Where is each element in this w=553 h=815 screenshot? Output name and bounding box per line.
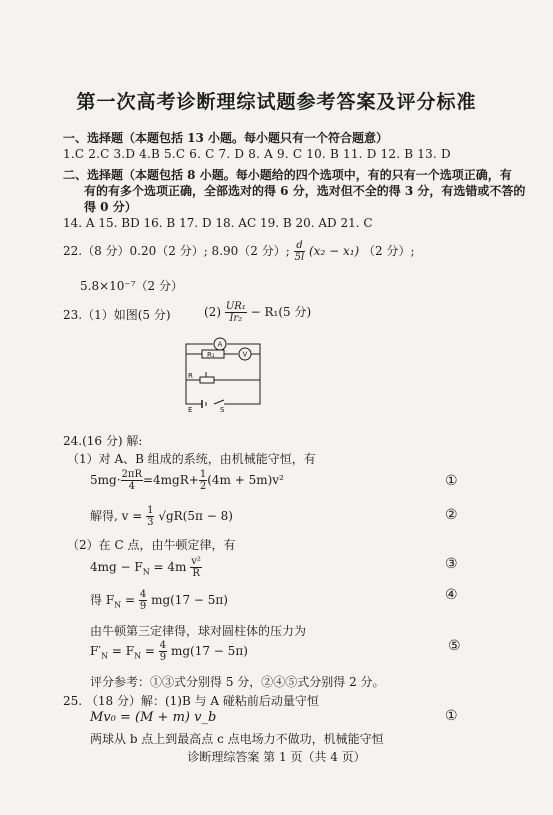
- q22-line2: 5.8×10⁻⁷（2 分）: [80, 279, 184, 293]
- q24-eq5-c: =: [141, 644, 155, 658]
- q24-eq1: [90, 469, 284, 492]
- section2-heading-line2: 有的有多个选项正确，全部选对的得 6 分，选对但不全的得 3 分，有选错或不答的: [84, 184, 526, 198]
- section2-heading-line1: 二、选择题（本题包括 8 小题。每小题给的四个选项中，有的只有一个选项正确，有: [63, 168, 512, 182]
- q22-score: （2 分）;: [363, 244, 415, 258]
- q24-eq1-frac1-num: 2πR: [121, 469, 142, 480]
- q24-eq3-mark: ③: [445, 556, 458, 572]
- q23-part2: [204, 301, 311, 324]
- q24-eq2-mark: ②: [445, 507, 458, 523]
- q22-line1: [63, 240, 415, 263]
- q24-eq4-c: mg(17 − 5π): [151, 593, 228, 607]
- q24-eq1-c: (4m + 5m)v²: [207, 473, 284, 487]
- q24-scoring: 评分参考：①③式分别得 5 分，②④⑤式分别得 2 分。: [90, 675, 385, 689]
- q24-header: 24.(16 分) 解:: [63, 434, 143, 448]
- q24-eq2-frac-num: 1: [147, 505, 154, 516]
- q24-eq5-frac: [159, 640, 167, 663]
- battery-label: E: [188, 406, 193, 414]
- q22-frac-num: d: [294, 240, 306, 252]
- section1-answers: 1.C 2.C 3.D 4.B 5.C 6. C 7. D 8. A 9. C 10. B 11. D 12. B 13. D: [63, 147, 451, 161]
- q24-eq4-a: 得 F: [90, 593, 115, 607]
- q24-eq5-a: F′: [90, 644, 102, 658]
- switch-label: S: [220, 406, 225, 414]
- page-footer: 诊断理综答案 第 1 页（共 4 页）: [187, 750, 366, 764]
- q23-part2-prefix: (2): [204, 305, 221, 319]
- q24-eq2-frac: [146, 505, 154, 528]
- section2-heading-line3: 得 0 分）: [84, 200, 137, 214]
- circuit-diagram: [180, 334, 280, 414]
- r1-label: R₁: [207, 351, 215, 359]
- ammeter-label: A: [217, 340, 223, 349]
- q25-header: 25. （18 分）解：(1)B 与 A 碰粘前后动量守恒: [63, 694, 319, 708]
- q24-eq1-frac1-den: 4: [128, 481, 135, 492]
- q24-eq4-mark: ④: [445, 587, 458, 603]
- q23-part1: 23.（1）如图(5 分): [63, 308, 171, 322]
- q24-eq3-frac-num: v²: [191, 556, 201, 567]
- q24-eq1-frac1: [121, 469, 143, 492]
- q24-eq1-frac2-num: 1: [199, 469, 207, 480]
- q22-prefix: 22.（8 分）0.20（2 分）; 8.90（2 分）;: [63, 244, 290, 258]
- q23-frac-num: UR₁: [225, 301, 246, 312]
- q24-eq2-b: √gR(5π − 8): [158, 509, 233, 523]
- q24-eq5-sub2: N: [134, 651, 142, 661]
- q24-eq1-a: 5mg·: [90, 473, 121, 487]
- q24-eq3-frac-den: R: [192, 568, 200, 579]
- page-title: 第一次高考诊断理综试题参考答案及评分标准: [76, 91, 477, 113]
- q25-line2: 两球从 b 点上到最高点 c 点电场力不做功，机械能守恒: [90, 732, 384, 746]
- q24-line3: 由牛顿第三定律得，球对圆柱体的压力为: [90, 624, 307, 638]
- q24-eq5-b: = F: [108, 644, 135, 658]
- q24-eq1-b: =4mgR+: [142, 473, 199, 487]
- q24-eq3-sub: N: [142, 567, 150, 577]
- q24-eq4-frac-den: 9: [139, 601, 147, 612]
- q24-eq4-frac: [139, 589, 147, 612]
- q22-frac-den: 5l: [294, 252, 305, 263]
- q24-eq3: [90, 556, 202, 579]
- q24-eq2-a: 解得, v =: [90, 509, 143, 523]
- q24-eq4-frac-num: 4: [139, 589, 147, 600]
- q24-eq1-frac2: [199, 469, 207, 492]
- q24-eq4-b: =: [121, 593, 136, 607]
- q24-eq1-mark: ①: [445, 473, 458, 489]
- section1-heading: 一、选择题（本题包括 13 小题。每小题只有一个符合题意）: [63, 131, 389, 145]
- q24-eq5-mark: ⑤: [448, 638, 461, 654]
- q25-eq1-mark: ①: [445, 708, 458, 724]
- section2-answers: 14. A 15. BD 16. B 17. D 18. AC 19. B 20. AD 21. C: [63, 216, 373, 230]
- q24-eq5-frac-den: 9: [159, 652, 167, 663]
- q24-eq2-frac-den: 3: [147, 517, 154, 528]
- q22-expr: (x₂ − x₁): [309, 244, 360, 258]
- q23-part2-suffix: − R₁(5 分): [250, 305, 312, 319]
- q24-eq5-frac-num: 4: [159, 640, 167, 651]
- q24-eq5-d: mg(17 − 5π): [170, 644, 248, 658]
- switch-icon: [214, 400, 224, 404]
- q23-fraction: [225, 301, 247, 324]
- q24-line2: （2）在 C 点，由牛顿定律，有: [67, 538, 236, 552]
- r2-label: R: [188, 372, 193, 380]
- q24-eq2: [90, 505, 233, 528]
- q24-eq5: [90, 640, 248, 663]
- q24-eq3-frac: [190, 556, 202, 579]
- q24-eq4-sub: N: [114, 600, 122, 610]
- q25-eq1: Mv₀ = (M + m) v_b: [90, 710, 217, 725]
- q22-fraction: [294, 240, 306, 263]
- q24-eq1-frac2-den: 2: [199, 481, 207, 492]
- voltmeter-label: V: [242, 350, 248, 359]
- q24-eq4: [90, 589, 228, 612]
- rheostat-icon: [200, 377, 214, 383]
- q24-line1: （1）对 A、B 组成的系统，由机械能守恒，有: [67, 452, 316, 466]
- q23-frac-den: Ir₂: [229, 313, 243, 324]
- q24-eq5-sub: N: [101, 651, 109, 661]
- q24-eq3-a: 4mg − F: [90, 560, 143, 574]
- q24-eq3-b: = 4m: [149, 560, 187, 574]
